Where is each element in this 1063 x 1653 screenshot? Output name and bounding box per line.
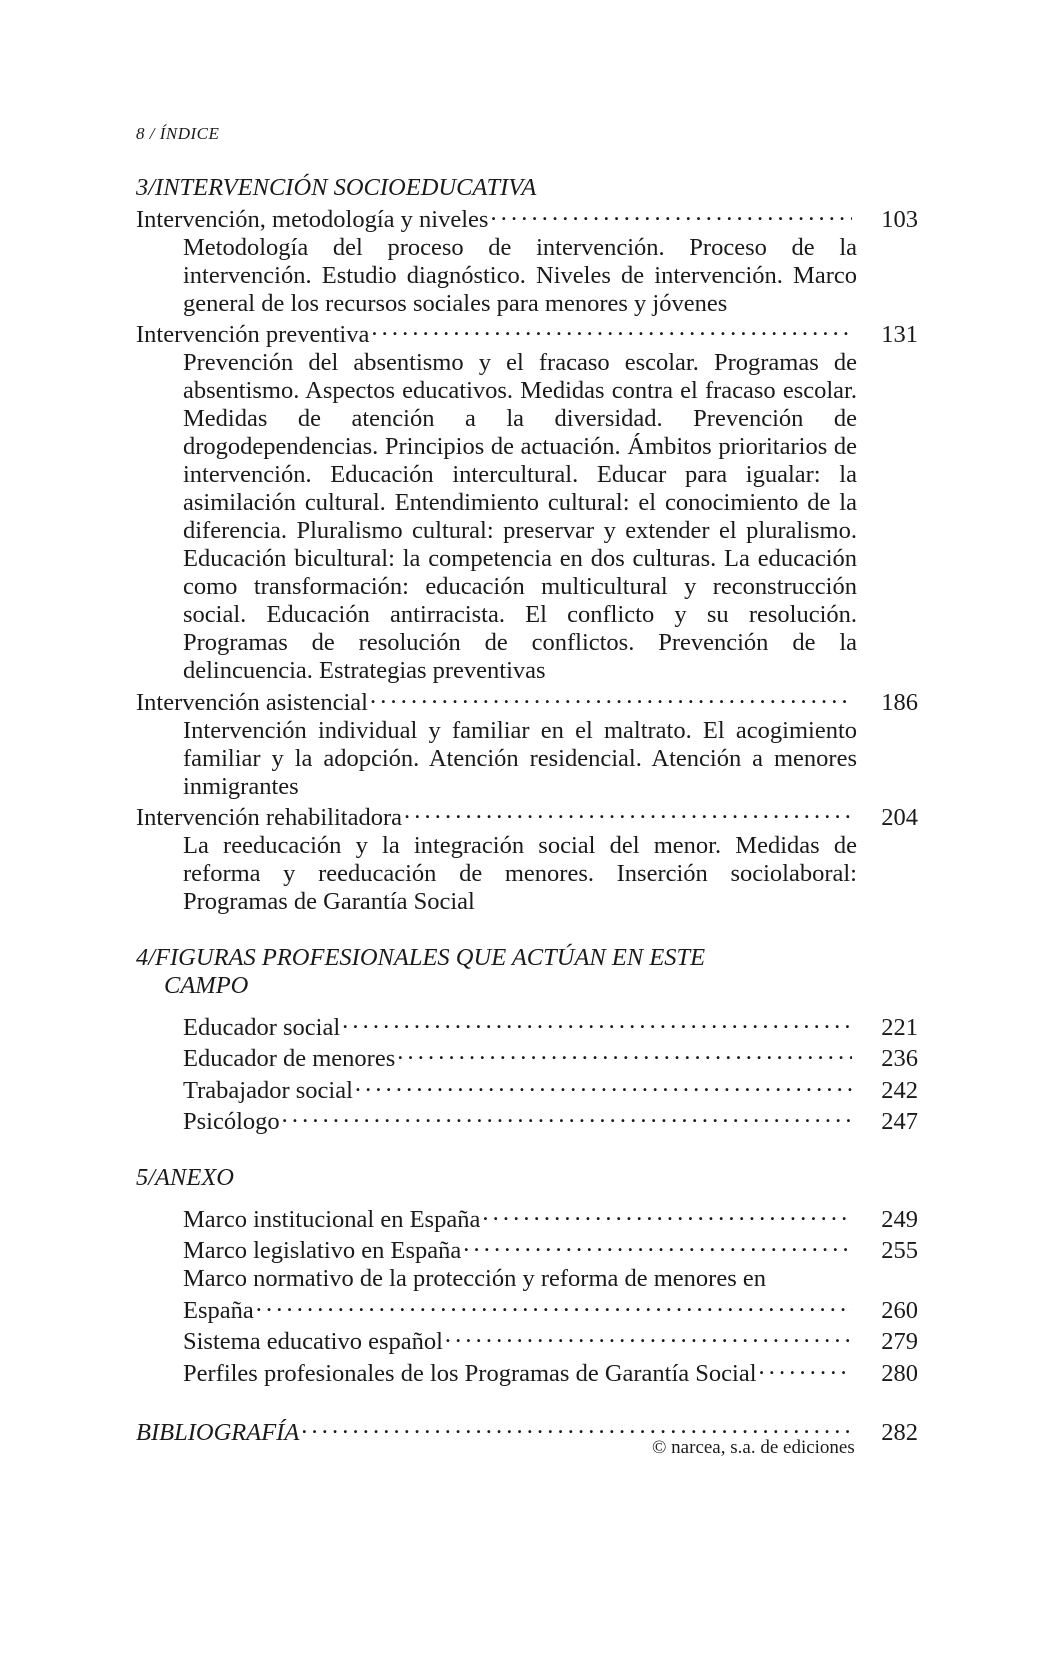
entry-page-number: 204 bbox=[881, 804, 918, 831]
entry-label: Sistema educativo español bbox=[183, 1328, 443, 1355]
entry-label: Intervención, metodología y niveles bbox=[136, 205, 489, 233]
entry-label: Intervención preventiva bbox=[136, 321, 370, 348]
entry-label-line1: Marco normativo de la protección y reforma de menores en bbox=[183, 1265, 766, 1292]
dot-leader bbox=[490, 202, 852, 227]
entry-page-number: 282 bbox=[881, 1419, 918, 1446]
section-4-title-line1: 4/FIGURAS PROFESIONALES QUE ACTÚAN EN ESTE bbox=[136, 944, 706, 971]
toc-entry-sistema-educativo[interactable] bbox=[136, 1325, 918, 1357]
entry-description: Metodología del proceso de intervención. Proceso de la intervención. Estudio diagnóstico. Niveles de intervención. Marco general de los recursos sociales para menores y jóvenes bbox=[183, 233, 857, 317]
toc-entry-perfiles-profesionales[interactable] bbox=[136, 1356, 918, 1388]
spacer bbox=[136, 1388, 918, 1416]
toc-entry-intervencion-metodologia[interactable] bbox=[136, 202, 918, 234]
entry-label: Marco legislativo en España bbox=[183, 1237, 462, 1264]
running-head: 8 / ÍNDICE bbox=[136, 124, 220, 143]
toc-entry-trabajador-social[interactable] bbox=[136, 1073, 918, 1105]
dot-leader bbox=[342, 1010, 852, 1035]
entry-page-number: 279 bbox=[881, 1328, 918, 1355]
entry-page-number: 247 bbox=[881, 1108, 918, 1135]
dot-leader bbox=[759, 1356, 852, 1381]
entry-description: La reeducación y la integración social del menor. Medidas de reforma y reeducación de menores. Inserción sociolaboral: Programas de Garantía Social bbox=[183, 832, 857, 915]
toc-entry-intervencion-rehabilitadora[interactable] bbox=[136, 801, 918, 833]
entry-description: Intervención individual y familiar en el maltrato. El acogimiento familiar y la adopción. Atención residencial. Atención a menores inmigrantes bbox=[183, 716, 857, 800]
entry-label: Educador de menores bbox=[183, 1045, 396, 1072]
section-5-title: 5/ANEXO bbox=[136, 1164, 234, 1191]
entry-page-number: 280 bbox=[881, 1359, 918, 1387]
toc-entry-psicologo[interactable] bbox=[136, 1105, 918, 1137]
entry-page-number: 249 bbox=[881, 1205, 918, 1233]
toc-entry-educador-social[interactable] bbox=[136, 1010, 918, 1042]
dot-leader bbox=[256, 1293, 852, 1318]
entry-label: Intervención asistencial bbox=[136, 688, 368, 716]
entry-label: Psicólogo bbox=[183, 1108, 280, 1135]
entry-page-number: 103 bbox=[881, 205, 918, 233]
entry-label: Intervención rehabilitadora bbox=[136, 804, 402, 831]
entry-description: Prevención del absentismo y el fracaso escolar. Programas de absentismo. Aspectos educativos. Medidas contra el fracaso escolar. Medidas de atención a la diversidad. Prevención de drogodependencias. Principios de actuación. Ámbitos prioritarios de intervención. Educación intercultural. Educar para igualar: la asimilación cultural. Entendimiento cultural: el conocimiento de la diferencia. Pluralismo cultural: preservar y extender el pluralismo. Educación bicultural: la competencia en dos culturas. La educación como transformación: educación multicultural y reconstrucción social. Educación antirracista. El conflicto y su resolución. Programas de resolución de conflictos. Prevención de la delincuencia. Estrategias preventivas bbox=[183, 349, 857, 684]
toc-entry-marco-institucional[interactable] bbox=[136, 1202, 918, 1234]
dot-leader bbox=[463, 1234, 852, 1259]
dot-leader bbox=[282, 1105, 852, 1130]
section-3-title: 3/INTERVENCIÓN SOCIOEDUCATIVA bbox=[136, 174, 537, 201]
entry-label: España bbox=[183, 1296, 254, 1324]
toc-entry-intervencion-asistencial[interactable] bbox=[136, 685, 918, 717]
dot-leader bbox=[370, 685, 852, 710]
dot-leader bbox=[404, 801, 852, 826]
dot-leader bbox=[355, 1073, 852, 1098]
toc-entry-marco-normativo[interactable] bbox=[136, 1293, 918, 1325]
dot-leader bbox=[445, 1325, 852, 1350]
entry-page-number: 221 bbox=[881, 1013, 918, 1041]
table-of-contents bbox=[136, 174, 918, 1447]
entry-label: Educador social bbox=[183, 1013, 341, 1041]
entry-page-number: 255 bbox=[881, 1237, 918, 1264]
entry-label: BIBLIOGRAFÍA bbox=[136, 1419, 300, 1446]
entry-page-number: 186 bbox=[881, 688, 918, 716]
entry-label: Perfiles profesionales de los Programas de Garantía Social bbox=[183, 1359, 757, 1387]
publisher-footer: © narcea, s.a. de ediciones bbox=[652, 1437, 855, 1458]
entry-page-number: 260 bbox=[881, 1296, 918, 1324]
toc-entry-marco-legislativo[interactable] bbox=[136, 1234, 918, 1266]
dot-leader bbox=[482, 1202, 852, 1227]
entry-page-number: 242 bbox=[881, 1076, 918, 1104]
entry-label: Trabajador social bbox=[183, 1076, 353, 1104]
toc-entry-educador-menores[interactable] bbox=[136, 1042, 918, 1074]
entry-page-number: 131 bbox=[881, 321, 918, 348]
dot-leader bbox=[397, 1042, 852, 1067]
toc-entry-intervencion-preventiva[interactable] bbox=[136, 318, 918, 350]
section-4-title-line2: CAMPO bbox=[164, 972, 249, 999]
section-4-title bbox=[136, 944, 918, 1000]
entry-label: Marco institucional en España bbox=[183, 1205, 481, 1233]
dot-leader bbox=[371, 318, 852, 343]
entry-page-number: 236 bbox=[881, 1045, 918, 1072]
